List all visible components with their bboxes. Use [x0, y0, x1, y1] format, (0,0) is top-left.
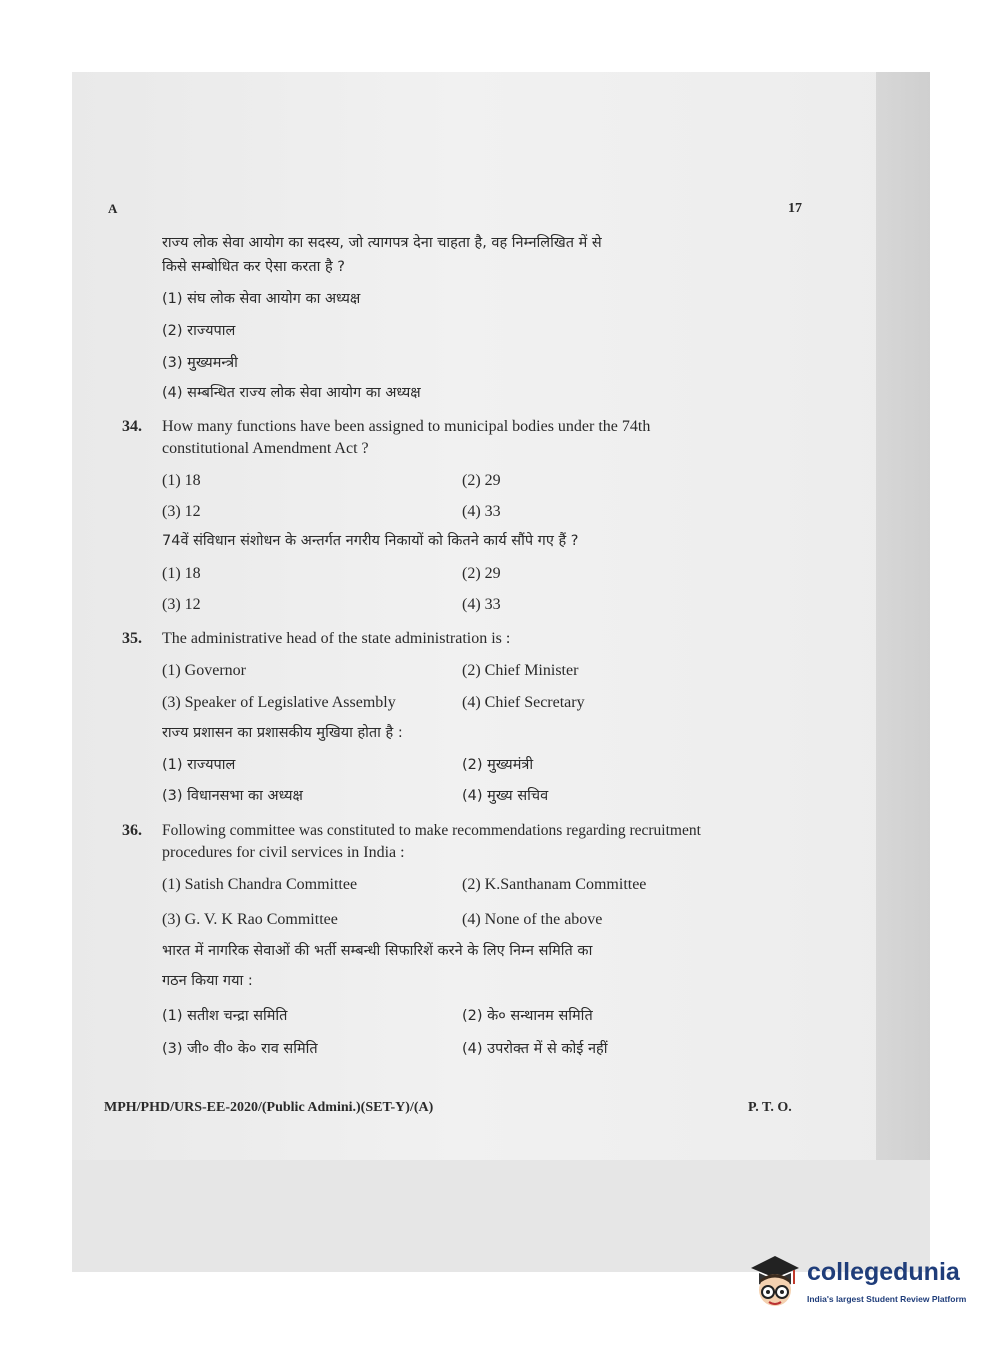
q36-option-hi-4: (4) उपरोक्त में से कोई नहीं [462, 1041, 608, 1057]
page-edge-shadow [876, 72, 930, 1172]
q34-option-hi-2: (2) 29 [462, 565, 501, 582]
brand-tagline: India's largest Student Review Platform [807, 1294, 967, 1304]
q36-option-hi-1: (1) सतीश चन्द्रा समिति [162, 1008, 288, 1024]
q34-question-en-line2: constitutional Amendment Act ? [162, 440, 369, 457]
q34-option-1: (1) 18 [162, 472, 201, 489]
q33-question-hi-line1: राज्य लोक सेवा आयोग का सदस्य, जो त्यागपत्र देना चाहता है, वह निम्नलिखित में से [162, 235, 602, 251]
exam-page [100, 180, 820, 1155]
q35-option-hi-4: (4) मुख्य सचिव [462, 788, 549, 804]
page-number: 17 [788, 201, 802, 216]
q34-option-hi-4: (4) 33 [462, 596, 501, 613]
q34-option-2: (2) 29 [462, 472, 501, 489]
q33-option-2: (2) राज्यपाल [162, 323, 236, 339]
q33-option-1: (1) संघ लोक सेवा आयोग का अध्यक्ष [162, 291, 361, 307]
q36-option-1: (1) Satish Chandra Committee [162, 876, 358, 893]
q35-option-hi-1: (1) राज्यपाल [162, 757, 236, 773]
collegedunia-watermark [745, 1250, 975, 1320]
q36-question-en-line2: procedures for civil services in India : [162, 844, 405, 861]
q36-option-3: (3) G. V. K Rao Committee [162, 911, 338, 928]
q36-question-en-line1: Following committee was constituted to make recommendations regarding recruitment [162, 822, 701, 839]
q35-option-3: (3) Speaker of Legislative Assembly [162, 694, 396, 711]
q35-option-1: (1) Governor [162, 662, 246, 679]
q34-question-hi: 74वें संविधान संशोधन के अन्तर्गत नगरीय निकायों को कितने कार्य सौंपे गए हैं ? [162, 533, 579, 549]
q35-option-4: (4) Chief Secretary [462, 694, 585, 711]
footer-pto: P. T. O. [748, 1100, 792, 1115]
set-letter: A [108, 201, 118, 216]
brand-name: collegedunia [807, 1258, 960, 1286]
q35-option-hi-3: (3) विधानसभा का अध्यक्ष [162, 788, 303, 804]
q35-option-2: (2) Chief Minister [462, 662, 579, 679]
q33-option-3: (3) मुख्यमन्त्री [162, 355, 238, 371]
q36-option-2: (2) K.Santhanam Committee [462, 876, 647, 893]
q36-option-4: (4) None of the above [462, 911, 603, 928]
q35-number: 35. [122, 630, 142, 647]
q36-number: 36. [122, 822, 142, 839]
q34-option-hi-3: (3) 12 [162, 596, 201, 613]
q36-question-hi-line2: गठन किया गया : [162, 973, 253, 989]
q35-question-hi: राज्य प्रशासन का प्रशासकीय मुखिया होता है : [162, 725, 403, 741]
q33-question-hi-line2: किसे सम्बोधित कर ऐसा करता है ? [162, 259, 345, 275]
q33-option-4: (4) सम्बन्धित राज्य लोक सेवा आयोग का अध्यक्ष [162, 385, 421, 401]
footer-code: MPH/PHD/URS-EE-2020/(Public Admini.)(SET-Y)/(A) [104, 1100, 434, 1115]
q35-option-hi-2: (2) मुख्यमंत्री [462, 757, 534, 773]
q34-question-en-line1: How many functions have been assigned to municipal bodies under the 74th [162, 418, 651, 435]
q34-option-3: (3) 12 [162, 503, 201, 520]
q36-option-hi-3: (3) जी० वी० के० राव समिति [162, 1041, 318, 1057]
q35-question-en: The administrative head of the state administration is : [162, 630, 511, 647]
q36-option-hi-2: (2) के० सन्थानम समिति [462, 1008, 593, 1024]
q34-number: 34. [122, 418, 142, 435]
q34-option-hi-1: (1) 18 [162, 565, 201, 582]
mascot-logo-icon [745, 1250, 803, 1312]
q36-question-hi-line1: भारत में नागरिक सेवाओं की भर्ती सम्बन्धी सिफारिशें करने के लिए निम्न समिति का [162, 943, 593, 959]
q34-option-4: (4) 33 [462, 503, 501, 520]
